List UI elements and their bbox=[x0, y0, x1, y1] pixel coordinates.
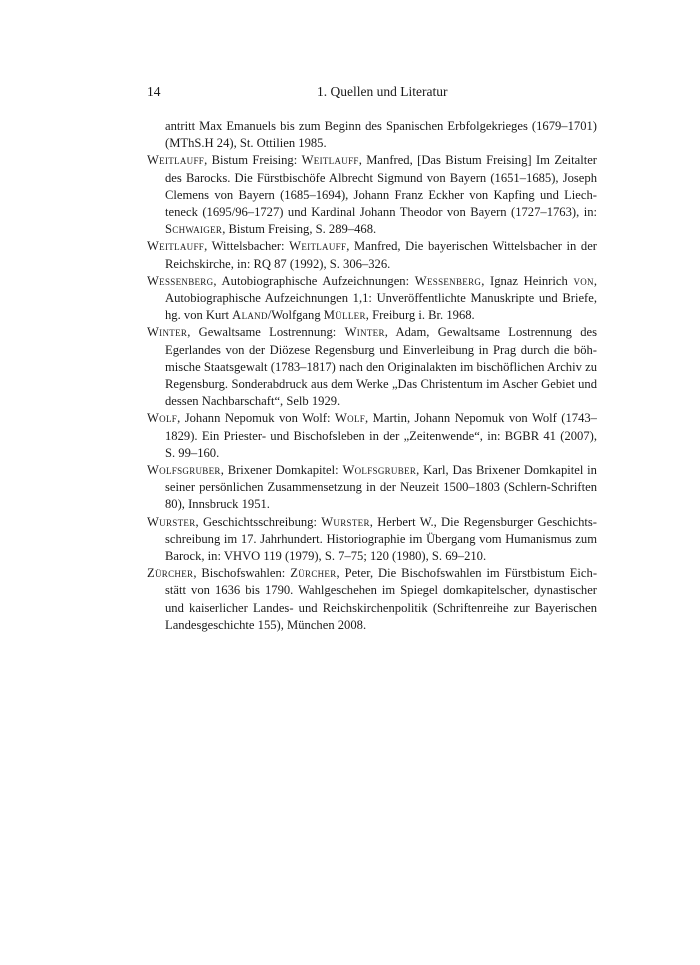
bibliography-list bbox=[147, 118, 597, 634]
bibliography-entry bbox=[147, 514, 597, 566]
entry-text: , Autobiographische Aufzeichnungen: bbox=[213, 273, 415, 288]
bibliography-entry bbox=[147, 565, 597, 634]
bibliography-entry bbox=[147, 462, 597, 514]
entry-text: /Wolfgang bbox=[267, 308, 324, 323]
bibliography-entry bbox=[147, 273, 597, 325]
author-name: Winter bbox=[344, 325, 385, 340]
page-number: 14 bbox=[147, 84, 161, 99]
entry-text: , Bischofswahlen: bbox=[193, 566, 291, 581]
author-name: Wessenberg bbox=[414, 273, 482, 288]
author-name: Wurster bbox=[147, 514, 196, 529]
bibliography-entry-continuation bbox=[147, 118, 597, 152]
entry-text: , Ignaz Heinrich bbox=[481, 273, 574, 288]
entry-text: , Wittelsbacher: bbox=[204, 239, 290, 254]
entry-text: , Freiburg i. Br. 1968. bbox=[365, 308, 475, 323]
entry-text: , Karl, Das Brixener Domkapitel in seiner persönlichen Zusammensetzung in der Neuzeit 1500–1803 (Schlern-Schriften 80), Innsbruck 1951. bbox=[165, 463, 597, 512]
author-name: von bbox=[573, 273, 594, 288]
author-name: Wolf bbox=[147, 411, 178, 426]
running-title: 1. Quellen und Literatur bbox=[317, 84, 448, 99]
bibliography-entry bbox=[147, 238, 597, 272]
bibliography-entry bbox=[147, 410, 597, 462]
author-name: Weitlauff bbox=[147, 153, 205, 168]
entry-text: , Adam, Gewaltsame Lostrennung des Egerlandes von der Diözese Regensburg und Einverleibung in Prag durch die böhmische Staatsgewalt (1783–1817) nach den Originalakten im bischöflichen Archiv zu Regensburg. Sonderabdruck aus dem Werke „Das Christentum im Ascher Gebiet und dessen Nachbarschaft“, Selb 1929. bbox=[165, 325, 597, 409]
entry-text: , Johann Nepomuk von Wolf: bbox=[177, 411, 335, 426]
entry-text: antritt Max Emanuels bis zum Beginn des Spanischen Erbfolgekrieges (1679–1701) (MThS.H 24), St. Ottilien 1985. bbox=[165, 119, 597, 151]
author-name: Weitlauff bbox=[301, 153, 359, 168]
author-name: Weitlauff bbox=[147, 239, 205, 254]
author-name: Wolf bbox=[334, 411, 366, 426]
entry-text: , Gewaltsame Lostrennung: bbox=[187, 325, 345, 340]
entry-text: , Martin, Johann Nepomuk von Wolf (1743–1829). Ein Priester- und Bischofsleben in der „Zeitenwende“, in: BGBR 41 (2007), S. 99–160. bbox=[165, 411, 597, 460]
author-name: Wessenberg bbox=[147, 273, 214, 288]
entry-text: , Geschichtsschreibung: bbox=[195, 514, 322, 529]
entry-text: , Bistum Freising: bbox=[204, 153, 302, 168]
author-name: Schwaiger bbox=[165, 222, 223, 237]
entry-text: , Herbert W., Die Regensburger Geschichtsschreibung im 17. Jahrhundert. Historiographie im Übergang vom Humanismus zum Barock, in: VHVO 119 (1979), S. 7–75; 120 (1980), S. 69–210. bbox=[165, 514, 597, 564]
entry-text: , Bistum Freising, S. 289–468. bbox=[222, 222, 377, 237]
author-name: Zürcher bbox=[290, 566, 337, 581]
author-name: Wurster bbox=[321, 514, 370, 529]
author-name: Winter bbox=[147, 325, 188, 340]
bibliography-entry bbox=[147, 152, 597, 238]
author-name: Wolfsgruber bbox=[342, 463, 417, 478]
entry-text: , Manfred, Die bayerischen Wittelsbacher in der Reichskirche, in: RQ 87 (1992), S. 306–326. bbox=[165, 239, 597, 271]
entry-text: , Brixener Domkapitel: bbox=[220, 463, 343, 478]
author-name: Aland bbox=[232, 308, 268, 323]
running-head bbox=[147, 84, 597, 104]
entry-text: , Autobiographische Aufzeichnungen 1,1: Unveröffentlichte Manuskripte und Briefe, hg. von Kurt bbox=[165, 273, 597, 323]
author-name: Weitlauff bbox=[289, 239, 347, 254]
entry-text: , Manfred, [Das Bistum Freising] Im Zeitalter des Barocks. Die Fürstbischöfe Albrecht Sigmund von Bayern (1651–1685), Joseph Clemens von Bayern (1685–1694), Johann Franz Eckher von Kapfing und Liechteneck (1695/96–1727) und Kardinal Johann Theodor von Bayern (1727–1763), in: bbox=[165, 153, 597, 220]
author-name: Wolfsgruber bbox=[147, 463, 221, 478]
bibliography-entry bbox=[147, 324, 597, 410]
author-name: Zürcher bbox=[147, 566, 194, 581]
entry-text: , Peter, Die Bischofswahlen im Fürstbistum Eichstätt von 1636 bis 1790. Wahlgeschehen im Spiegel domkapitelscher, dynastischer und kaiserlicher Landes- und Reichskirchenpolitik (Schriftenreihe zur Bayerischen Landesgeschichte 155), München 2008. bbox=[165, 566, 598, 632]
author-name: Müller bbox=[323, 308, 366, 323]
